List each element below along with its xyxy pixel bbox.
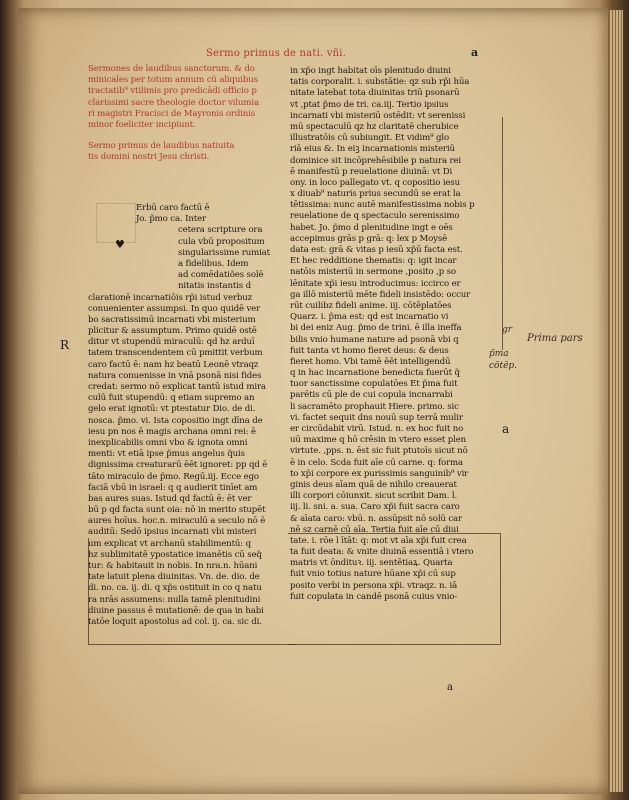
text-line: cula vbū propositum — [178, 236, 265, 247]
text-line: vi. factet sequit dns nouū sup terrā mulir — [290, 412, 463, 423]
manuscript-bracket — [288, 533, 501, 645]
text-line: vt ,ptat p̃mo de tri. ca.iij. Tertio ipsius — [290, 99, 449, 110]
text-line: Et hec redditione thematis: q: igit incar — [290, 256, 457, 267]
text-line: rūt cuilibz fideli anime. iij. cōtēplatōes — [290, 300, 452, 311]
margin-note-prima-pars: Prima pars — [527, 333, 583, 344]
text-line: er circūdabit virū. Istud. n. ex hoc fuit no — [290, 424, 464, 434]
rubric-line: Sermones de laudibus sanctorum. & do — [88, 64, 255, 74]
sermon-title — [88, 141, 292, 163]
text-line: q in hac incarnatione benedicta fuerūt q̃ — [290, 368, 460, 379]
text-line: tatem transcendentem cū pmittit verbum — [88, 348, 263, 359]
rubric-block — [88, 64, 292, 131]
text-line: nitate latebat tota diuinitas triū psonarū — [290, 88, 460, 99]
signature-mark: a — [447, 682, 453, 693]
text-line: Jo. p̃mo ca. Inter — [136, 214, 206, 225]
left-column — [88, 64, 292, 627]
text-line: mū spectaculū qz hz claritatē cherubice — [290, 121, 459, 132]
title-line: tis domini nostri Jesu christi. — [88, 152, 210, 163]
text-line: bas aures suas. Istud qd factū ē: ēt ver — [88, 493, 252, 504]
text-line: bi dei eniz Aug. p̃mo de trini. ē illa ineffa — [290, 323, 462, 334]
text-line: fuit tanta vt homo fieret deus: & deus — [290, 345, 449, 356]
text-line: a fidelibus. Idem — [178, 258, 249, 269]
text-line: fuit copulata in candē psonā cuius vnio- — [290, 591, 458, 602]
text-line: plicitur & assumptum. Primo quidē ostē — [88, 326, 257, 337]
manuscript-bracket — [88, 538, 295, 645]
text-line: dominice sit incōprehēsibile p natura rei — [290, 155, 462, 166]
text-line: lēnitate xp̃i iesu introducimus: iccirco er — [290, 278, 461, 289]
text-line: ta fuit deata: & vnite diuinā essentiā i vtero — [290, 547, 474, 558]
folio-mark: a — [471, 46, 479, 59]
text-line: habet. Jo. p̃mo d plenitudine ingt e oēs — [290, 222, 453, 233]
text-line: clarationē incarnatiōis rp̃i istud verbuz — [88, 292, 252, 303]
text-line: tāto miraculo de p̃mo. Regū.iij. Ecce ego — [88, 471, 259, 482]
rubric-line: minicales per totum annum cũ aliquibus — [88, 75, 258, 86]
text-line: illustratōis cū subiungit. Et vidim⁹ glo — [290, 133, 449, 144]
text-line: illi corpori cōiunxit. sicut scribit Dam. l. — [290, 491, 458, 502]
text-line: Quarz. i. p̃ma est: qd est incarnatio vi — [290, 312, 449, 323]
rubric-line: minor foeliciter incipiunt. — [88, 119, 196, 130]
text-line: Erbū caro factū ē — [136, 203, 210, 213]
manuscript-bracket — [288, 117, 503, 350]
text-line: conuenienter assumpsi. In quo quidē ver — [88, 303, 261, 314]
text-line: riā eius &. In eiꝫ incarnationis misteriū — [290, 144, 455, 155]
margin-note-cotep: cōtēp. — [489, 361, 518, 371]
text-line: singularissime rumiat — [178, 247, 270, 258]
text-line: um explicat vt archanū stabilimentū: q — [88, 538, 251, 549]
text-line: dignissima creaturarū ēēt ignoret: pp qd ē — [88, 460, 268, 471]
text-line: aures hoīus. hoc.n. miraculū a seculo nō ē — [88, 516, 266, 527]
text-line: fuit vnio totius nature hūane xp̃i cū sup — [290, 569, 456, 580]
text-line: natura conuenisse in vnā psonā nisi fides — [88, 370, 262, 381]
heart-ornament-icon: ♥ — [115, 238, 125, 251]
text-line: accepimus grās p grā: q: lex p Moysē — [290, 233, 448, 244]
text-line: virtute. ,pps. n. ēst sic fuit ptutoīs sicut nō — [290, 446, 468, 457]
title-line: Sermo primus de laudibus natiuita — [88, 141, 235, 152]
text-line: tuor sanctissime copulatōes Et p̃ma fuit — [290, 379, 458, 390]
running-head: Sermo primus de nati. vñi. — [206, 48, 346, 59]
margin-note-gr: gr — [502, 325, 513, 335]
text-line: data est: grā & vitas p iesū xp̃ū facta est. — [290, 245, 463, 255]
text-line: gelo erat ignotū: vt ptestatur Dio. de di. — [88, 404, 256, 415]
text-line: tatōe loquit apostolus ad col. ij. ca. sic di. — [88, 616, 262, 627]
rubric-line: tractatib⁹ vtilimis pro predicādi officio p — [88, 86, 257, 97]
text-line: menti: vt etiā ipse p̃mus angelus q̃uis — [88, 449, 245, 460]
text-line: tētissima: nunc autē manifestissima nobis p — [290, 200, 475, 211]
text-line: ē in celo. Scd̃a fuit aīe cū carne. q: forma — [290, 457, 463, 468]
text-line: posito verbi in persona xp̃i. vtraqz. n. iā — [290, 580, 458, 591]
text-line: & aīata caro: vbū. n. assūpsit nō solū car — [290, 513, 462, 524]
text-line: iesu pn nos ē magis archana omni rei: ē — [88, 426, 256, 437]
text-line: to xp̃i corpore ex purissimis sanguinib⁹ vir — [290, 468, 469, 479]
text-line: incarnati vbi misteriū ostēdit: vt serenissi — [290, 110, 466, 121]
text-line: diuine passus ē mutationē: de qua in habi — [88, 605, 264, 616]
text-line: ony. in loco pallegato vt. q copositio iesu — [290, 177, 460, 188]
margin-mark-r: R — [60, 338, 70, 352]
margin-mark-a: a — [502, 422, 510, 436]
text-line: ditur vt stupendū miraculū: qd hz arduī — [88, 337, 255, 348]
text-line: parētis cū ple de cui copula incnarrabi — [290, 390, 453, 401]
rubric-line: ri magistri Fracisci de Mayronis ordinis — [88, 108, 256, 119]
text-line: culū fuit stupendū: q etiam supremo an — [88, 393, 255, 404]
text-line: inexplicabilis omni vbo & ignota omni — [88, 437, 248, 448]
text-line: faciā vbū in israel: q q audierit tinīet am — [88, 482, 258, 493]
text-line: caro factū ē: nam hz beatū Leonē vtraqz — [88, 359, 259, 370]
text-line: ē manifestū p reuelatione diuinā: vt Di — [290, 166, 453, 177]
text-line: fieret homo. Vbi tamē ēēt intelligendū — [290, 356, 451, 367]
text-line: hz sublimitatē ypostatice imanētis cū seq̃ — [88, 549, 262, 560]
text-line: tatis corporalit. i. substātie: qz sub rp̃i hūa — [290, 77, 470, 88]
text-line: bo sacratissimū incarnati vbi misterium — [88, 314, 256, 325]
text-line: tate. i. rōe l ītāt: q: mot vt aīa xp̃i fuit crea — [290, 535, 467, 546]
text-line: ra nrās assumens: nulla tamē plenitudini — [88, 594, 261, 605]
text-line: reuelatione de q spectaculo serenissimo — [290, 211, 460, 222]
text-line: iij. li. sni. a. sua. Caro xp̃i fuit sacra caro — [290, 502, 460, 513]
text-line: natōis misteriū in sermone ,posito ,p so — [290, 267, 456, 278]
text-line: nē sz carnē cū aīa. Tertia fuit aīe cū diui — [290, 524, 459, 535]
text-line: cetera scripture ora — [178, 225, 263, 236]
rubric-line: clarissimi sacre theologie doctor vilumia — [88, 97, 259, 108]
text-line: in xp̃o ingt habitat oīs plenitudo diuini — [290, 66, 451, 76]
text-line: bilis vnio humane nature ad psonā vbi q — [290, 334, 459, 345]
margin-note-prima: p̃ma — [489, 349, 509, 359]
text-line: bū p qd facta sunt oia: nō in merito stupēt — [88, 505, 266, 516]
text-line: tate latuit plena diuinitas. Vn. de. dio. de — [88, 572, 260, 583]
text-line: li sacramēto prophauit Hiere. primo. sic — [290, 401, 459, 412]
text-line: tur: & habitauit in nobis. In nra.n. hūani — [88, 561, 258, 571]
text-line: ga illō misteriū mēte fideli insistēdo: occur — [290, 289, 471, 300]
text-line: nosca. p̃mo. vi. Ista copositio ingt dīna de — [88, 415, 263, 426]
text-line: matris vt ōndituꝛ. iij. sentētiaꝝ. Quarta — [290, 558, 453, 569]
text-line: ginis deus aīam quā de nihilo creauerat — [290, 479, 457, 490]
text-line: credat: sermo nō explicat tantū istud mira — [88, 382, 266, 392]
text-line: auditū: Sedō ipsius incarnati vbi misteri — [88, 527, 257, 538]
text-line: uū maxime q hō crēsin in vtero esset plen — [290, 435, 467, 446]
text-line: nitatis instantis d — [178, 281, 252, 292]
text-line: ad comēdatiões solē — [178, 270, 264, 281]
page-edges — [609, 10, 623, 792]
text-line: di. no. ca. ij. di. q xp̃s ostituit in co q natu — [88, 583, 262, 594]
text-line: x diuab⁹ naturis prius secundū se erat la — [290, 189, 461, 200]
